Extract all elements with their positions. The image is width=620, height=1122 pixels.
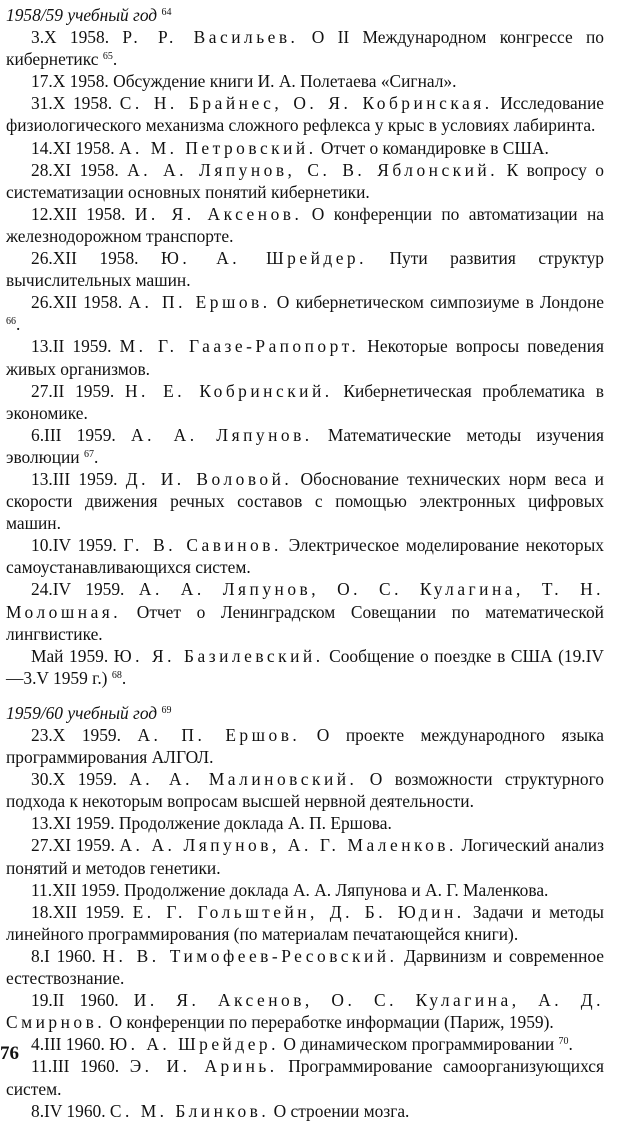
entry-title: Программирование самоорганизующихся систем.	[6, 1056, 604, 1099]
seminar-entry	[6, 380, 604, 424]
footnote-ref: 64	[161, 7, 172, 18]
entry-end: .	[93, 446, 99, 467]
entry-date: 28.XI 1958.	[31, 159, 119, 180]
heading-text: 1958/59 учебный год	[6, 5, 158, 25]
entry-title: Кибернетическая проблематика в экономике.	[6, 380, 604, 423]
entry-date: 17.X 1958.	[31, 71, 109, 92]
heading-text: 1959/60 учебный год	[6, 702, 158, 723]
entry-date: 26.XII 1958.	[31, 292, 123, 313]
seminar-entry	[6, 1033, 604, 1055]
entry-title: Сообщение о поездке в США (19.IV—3.V 1959 г.)	[6, 645, 604, 688]
section-heading-1959	[6, 700, 604, 724]
entry-date: 19.II 1960.	[31, 990, 119, 1011]
entry-date: 26.XII 1958.	[31, 248, 139, 269]
entry-title: Некоторые вопросы поведения живых организмов.	[6, 336, 604, 379]
seminar-entry	[6, 247, 604, 291]
entry-date: 14.XI 1958.	[31, 137, 115, 158]
entry-speaker: Р. Р. Васильев.	[122, 27, 299, 48]
entry-end: .	[121, 667, 127, 688]
seminar-entry	[6, 901, 604, 945]
entry-title: Дарвинизм и современное естествознание.	[6, 945, 604, 989]
entry-speaker: Г. В. Савинов.	[123, 535, 282, 556]
entries-1958	[6, 26, 604, 689]
entry-date: 8.IV 1960.	[31, 1100, 106, 1121]
footnote-ref: 66	[6, 316, 16, 328]
seminar-entry	[6, 1100, 604, 1122]
entry-speaker: Ю. Я. Базилевский.	[113, 645, 324, 666]
entry-date: 23.X 1959.	[31, 725, 121, 745]
footnote-ref: 67	[83, 448, 94, 460]
entry-speaker: Н. Е. Кобринский.	[124, 380, 333, 401]
entry-title: Пути развития структур вычислительных машин.	[6, 248, 604, 291]
entry-speaker: А. А. Ляпунов, О. С. Кулагина, Т. Н. Молошная.	[6, 579, 604, 622]
seminar-entry	[6, 989, 604, 1033]
entry-title: Обсуждение книги И. А. Полетаева «Сигнал».	[108, 71, 457, 92]
seminar-entry	[6, 724, 604, 768]
entry-title: Электрическое моделирование некоторых самоустанавливающихся систем.	[6, 535, 604, 578]
entry-title: Продолжение доклада А. П. Ершова.	[114, 813, 392, 834]
entry-title: О строении мозга.	[269, 1100, 410, 1121]
entry-title: О кибернетическом симпозиуме в Лондоне	[270, 292, 604, 313]
seminar-entry	[6, 70, 604, 92]
entry-speaker: И. Я. Аксенов, О. С. Кулагина, А. Д. Смирнов.	[6, 990, 604, 1033]
entry-speaker: Н. В. Тимофеев-Ресовский.	[102, 945, 398, 966]
seminar-entry	[6, 137, 604, 159]
entry-end: .	[16, 314, 21, 335]
entry-title: Задачи и методы линейного программирования (по материалам печатающейся книги).	[6, 901, 604, 944]
entry-date: 13.XI 1959.	[31, 813, 115, 834]
seminar-entry	[6, 424, 604, 468]
entry-speaker: А. П. Ершов.	[137, 725, 301, 745]
entry-date: 13.III 1959.	[31, 468, 118, 489]
entry-speaker: А. А. Ляпунов, С. В. Яблонский.	[127, 159, 499, 180]
seminar-entry	[6, 578, 604, 644]
entry-title: Продолжение доклада А. А. Ляпунова и А. Г. Маленкова.	[119, 879, 549, 900]
entry-end: .	[568, 1034, 573, 1055]
entry-title: О II Международном конгрессе по кибернетикс	[6, 27, 604, 70]
entry-title: О динамическом программировании	[278, 1034, 555, 1055]
seminar-entry	[6, 768, 604, 812]
entry-speaker: Э. И. Аринь.	[129, 1056, 278, 1077]
entry-speaker: А. П. Ершов.	[128, 292, 271, 313]
entry-date: 10.IV 1959.	[31, 535, 117, 556]
entry-title: Логический анализ понятий и методов генетики.	[6, 835, 604, 878]
entry-title: К вопросу о систематизации основных понятий кибернетики.	[6, 159, 604, 202]
entry-end: .	[112, 49, 118, 70]
seminar-entry	[6, 534, 604, 578]
seminar-entry	[6, 92, 604, 136]
seminar-entry	[6, 945, 604, 989]
entry-title: О конференции по автоматизации на железнодорожном транспорте.	[6, 203, 605, 246]
seminar-entry	[6, 1055, 604, 1099]
seminar-entry	[6, 335, 604, 379]
page-number: 76	[0, 1043, 19, 1064]
entry-speaker: Ю. А. Шрейдер.	[161, 248, 367, 269]
entry-speaker: С. Н. Брайнес, О. Я. Кобринская.	[119, 93, 493, 114]
entry-date: 4.III 1960.	[31, 1034, 105, 1055]
footnote-ref: 70	[558, 1036, 569, 1048]
entry-title: О конференции по переработке информации (Париж, 1959).	[105, 1012, 554, 1033]
entry-speaker: А. М. Петровский.	[118, 137, 317, 158]
footnote-ref: 69	[161, 704, 172, 716]
seminar-entry	[6, 645, 604, 689]
section-gap	[6, 689, 604, 700]
footnote-ref: 68	[111, 669, 122, 681]
section-heading-1958	[6, 2, 604, 26]
entry-date: 6.III 1959.	[31, 424, 116, 445]
entry-speaker: М. Г. Гаазе-Рапопорт.	[119, 336, 360, 357]
entry-date: 31.X 1958.	[31, 93, 113, 114]
entry-date: 27.XI 1959.	[31, 835, 115, 856]
seminar-entry	[6, 834, 604, 878]
entry-title: Отчет о Ленинградском Совещании по математической лингвистике.	[6, 601, 604, 644]
entry-date: 12.XII 1958.	[31, 203, 126, 224]
entry-date: 27.II 1959.	[31, 380, 115, 401]
entry-speaker: С. М. Блинков.	[109, 1100, 270, 1121]
entry-speaker: И. Я. Аксенов.	[134, 203, 303, 224]
entry-title: О возможности структурного подхода к некоторым вопросам высшей нервной деятельности.	[6, 769, 604, 812]
entry-speaker: А. А. Ляпунов.	[131, 424, 313, 445]
seminar-entry	[6, 26, 604, 70]
seminar-entry	[6, 879, 604, 901]
entry-date: 11.III 1960.	[31, 1056, 120, 1077]
entry-date: Май 1959.	[31, 645, 109, 666]
seminar-entry	[6, 291, 604, 335]
entries-1959	[6, 724, 604, 1122]
seminar-entry	[6, 203, 604, 247]
entry-date: 30.X 1959.	[31, 769, 117, 790]
footnote-ref: 65	[102, 51, 113, 63]
text-column	[6, 2, 604, 1122]
seminar-entry	[6, 159, 604, 203]
seminar-entry	[6, 468, 604, 534]
entry-speaker: А. А. Ляпунов, А. Г. Маленков.	[119, 835, 457, 856]
entry-title: Отчет о командировке в США.	[316, 137, 549, 158]
entry-date: 24.IV 1959.	[31, 579, 125, 600]
entry-date: 13.II 1959.	[31, 336, 112, 357]
entry-title: Обоснование технических норм веса и скорости движения речных составов с помощью электронных цифровых машин.	[6, 468, 604, 534]
entry-date: 11.XII 1959.	[31, 879, 120, 900]
entry-title: О проекте международного языка программирования АЛГОЛ.	[6, 725, 604, 768]
entry-title: Исследование физиологического механизма сложного рефлекса у крыс в условиях лабиринта.	[6, 93, 604, 136]
entry-speaker: Д. И. Воловой.	[125, 468, 293, 489]
entry-date: 3.X 1958.	[31, 27, 110, 48]
entry-speaker: А. А. Малиновский.	[129, 769, 358, 790]
entry-title: Математические методы изучения эволюции	[6, 424, 604, 467]
entry-date: 18.XII 1959.	[31, 901, 125, 922]
seminar-entry	[6, 812, 604, 834]
entry-date: 8.I 1960.	[31, 945, 96, 966]
entry-speaker: Е. Г. Гольштейн, Д. Б. Юдин.	[132, 901, 465, 922]
entry-speaker: Ю. А. Шрейдер.	[109, 1034, 279, 1055]
